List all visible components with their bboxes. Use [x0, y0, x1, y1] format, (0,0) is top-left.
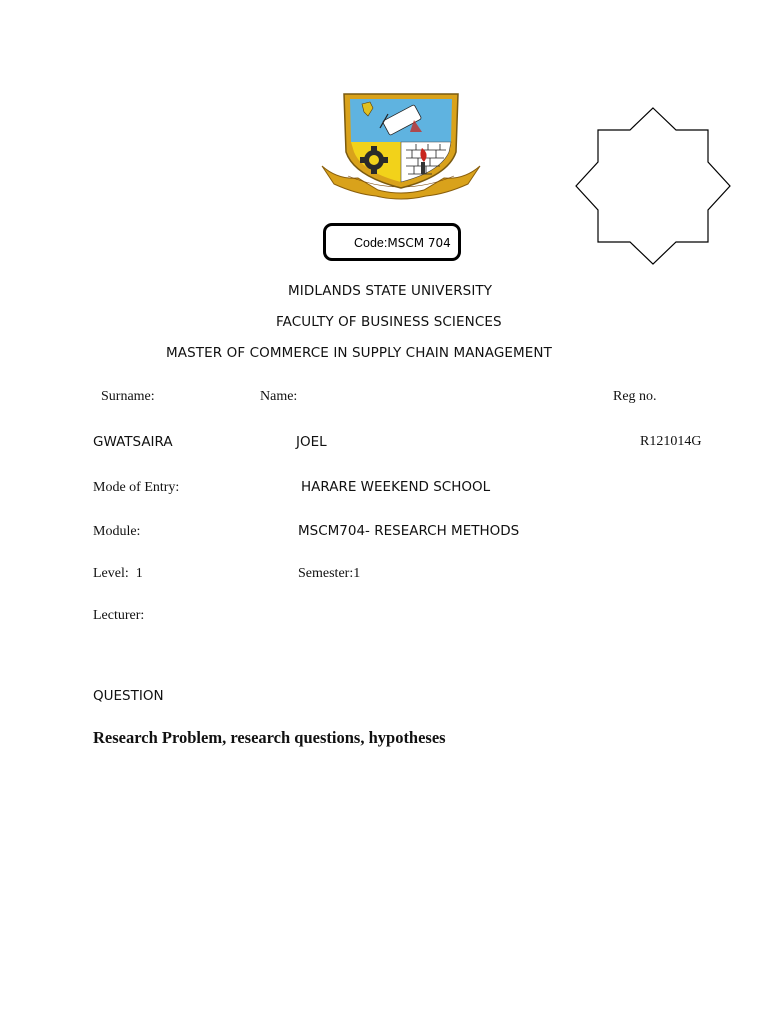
mode-of-entry-value: HARARE WEEKEND SCHOOL — [301, 479, 491, 495]
name-value: JOEL — [296, 434, 327, 450]
regno-label: Reg no. — [613, 389, 657, 404]
regno-value: R121014G — [640, 434, 702, 449]
question-text: Research Problem, research questions, hypotheses — [93, 728, 446, 747]
level-label: Level: 1 — [93, 566, 143, 581]
lecturer-label: Lecturer: — [93, 608, 145, 623]
university-crest-logo — [318, 88, 484, 200]
faculty-name: FACULTY OF BUSINESS SCIENCES — [276, 314, 502, 330]
surname-label: Surname: — [101, 389, 155, 404]
module-code-label: Code: — [354, 236, 388, 250]
module-value: MSCM704- RESEARCH METHODS — [298, 523, 520, 539]
surname-value: GWATSAIRA — [93, 434, 173, 450]
mode-of-entry-label: Mode of Entry: — [93, 480, 180, 495]
name-label: Name: — [260, 389, 298, 404]
university-name: MIDLANDS STATE UNIVERSITY — [288, 283, 493, 299]
programme-name: MASTER OF COMMERCE IN SUPPLY CHAIN MANAGEMENT — [166, 345, 552, 361]
semester-label: Semester:1 — [298, 566, 361, 581]
module-code-text — [354, 236, 451, 250]
eight-point-star-shape — [574, 106, 734, 268]
module-code-box — [323, 223, 461, 261]
module-label: Module: — [93, 524, 141, 539]
question-heading: QUESTION — [93, 688, 164, 704]
module-code-value: MSCM 704 — [387, 236, 451, 250]
